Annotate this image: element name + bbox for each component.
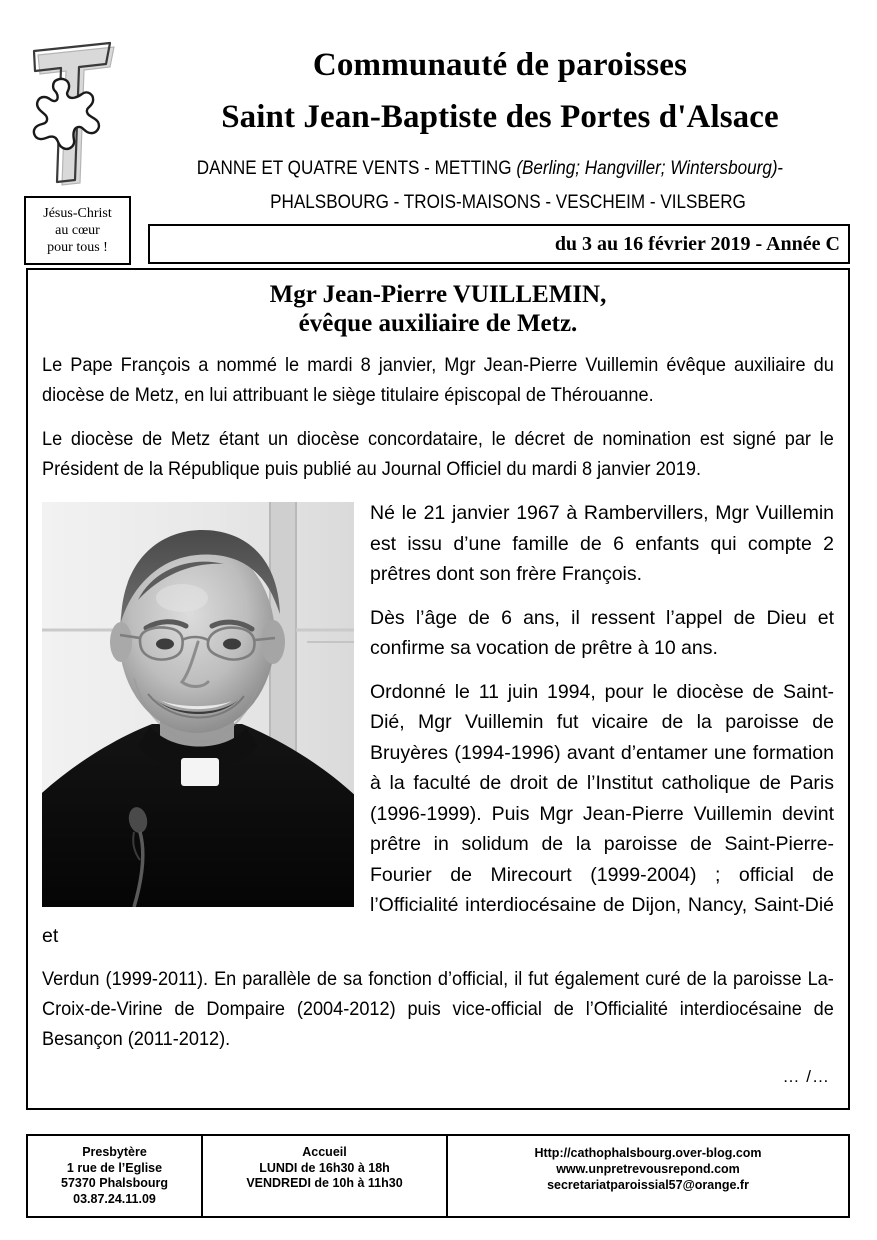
presbytere-street: 1 rue de l’Eglise <box>66 1160 163 1175</box>
article-paragraph-5-continuation: Verdun (1999-2011). En parallèle de sa fonction d’official, il fut également curé de la paroisse La-Croix-de-Virine de Dompaire (2004-2012) puis vice-official de l’Officialité interdiocésaine de Besançon (2011-2012). <box>42 968 834 1050</box>
footer-table <box>26 1134 850 1218</box>
article-paragraph-2: Le diocèse de Metz étant un diocèse concordataire, le décret de nomination est signé par le Président de la République puis publié au Journal Officiel du mardi 8 janvier 2019. <box>42 428 834 480</box>
accueil-title: Accueil <box>302 1145 347 1159</box>
footer-cell-contacts <box>448 1136 848 1216</box>
article-frame <box>26 268 850 1110</box>
article-title-line-2: évêque auxiliaire de Metz. <box>298 310 578 337</box>
issue-date-text: du 3 au 16 février 2019 - Année C <box>554 233 840 255</box>
article-paragraph-4: Dès l’âge de 6 ans, il ressent l’appel de Dieu et confirme sa vocation de prêtre à 10 ans. <box>370 606 834 659</box>
article-paragraph-3: Né le 21 janvier 1967 à Rambervillers, Mgr Vuillemin est issu d’une famille de 6 enfants qui compte 2 prêtres dont son frère François. <box>370 502 834 585</box>
motto-line-2: au cœur <box>55 223 100 238</box>
motto-line-1: Jésus-Christ <box>43 206 112 221</box>
article-title <box>42 280 834 338</box>
presbytere-phone: 03.87.24.11.09 <box>73 1191 156 1206</box>
parish-name-title: Saint Jean-Baptiste des Portes d'Alsace <box>221 99 779 135</box>
parishes-plain-b: - <box>777 158 784 179</box>
article-paragraph-1: Le Pape François a nommé le mardi 8 janvier, Mgr Jean-Pierre Vuillemin évêque auxiliaire du diocèse de Metz, en lui attribuant le siège titulaire épiscopal de Thérouanne. <box>42 354 834 406</box>
parishes-line-1 <box>148 158 832 180</box>
motto-box <box>24 196 131 265</box>
parishes-italic: (Berling; Hangviller; Wintersbourg) <box>516 158 778 179</box>
accueil-hours-monday: LUNDI de 16h30 à 18h <box>259 1160 390 1175</box>
motto-line-3: pour tous ! <box>47 240 108 255</box>
article-paragraph-5: Ordonné le 11 juin 1994, pour le diocèse de Saint-Dié, Mgr Vuillemin fut vicaire de la paroisse de Bruyères (1994-1996) avant d’entamer une formation à la faculté de droit de l’Institut catholique de Paris (1996-1999). Puis Mgr Jean-Pierre Vuillemin devint prêtre in solidum de la paroisse de Saint-Pierre-Fourier de Mirecourt (1999-2004) ; official de l’Officialité interdiocésaine de Dijon, Nancy, Saint-Dié et <box>42 680 834 947</box>
accueil-hours-friday: VENDREDI de 10h à 11h30 <box>246 1176 403 1190</box>
issue-date-box <box>148 224 850 264</box>
blog-url[interactable]: Http://cathophalsbourg.over-blog.com <box>534 1146 762 1160</box>
cross-puzzle-logo-icon <box>22 33 126 191</box>
page-header <box>0 0 877 213</box>
parishes-plain-a: DANNE ET QUATRE VENTS - METTING <box>196 158 517 179</box>
email-address[interactable]: secretariatparoissial57@orange.fr <box>547 1178 749 1192</box>
article-title-line-1: Mgr Jean-Pierre VUILLEMIN, <box>269 281 607 308</box>
website-url[interactable]: www.unpretrevousrepond.com <box>556 1162 740 1176</box>
footer-cell-accueil <box>203 1136 448 1216</box>
continuation-marker: … /… <box>782 1067 830 1086</box>
parishes-line-2: PHALSBOURG - TROIS-MAISONS - VESCHEIM - VILSBERG <box>270 192 746 213</box>
footer-cell-presbytere <box>28 1136 203 1216</box>
community-title: Communauté de paroisses <box>312 47 688 83</box>
presbytere-city: 57370 Phalsbourg <box>61 1176 168 1190</box>
presbytere-title: Presbytère <box>82 1145 147 1159</box>
portrait-photo <box>42 502 354 907</box>
photo-and-text-block <box>42 498 834 1090</box>
